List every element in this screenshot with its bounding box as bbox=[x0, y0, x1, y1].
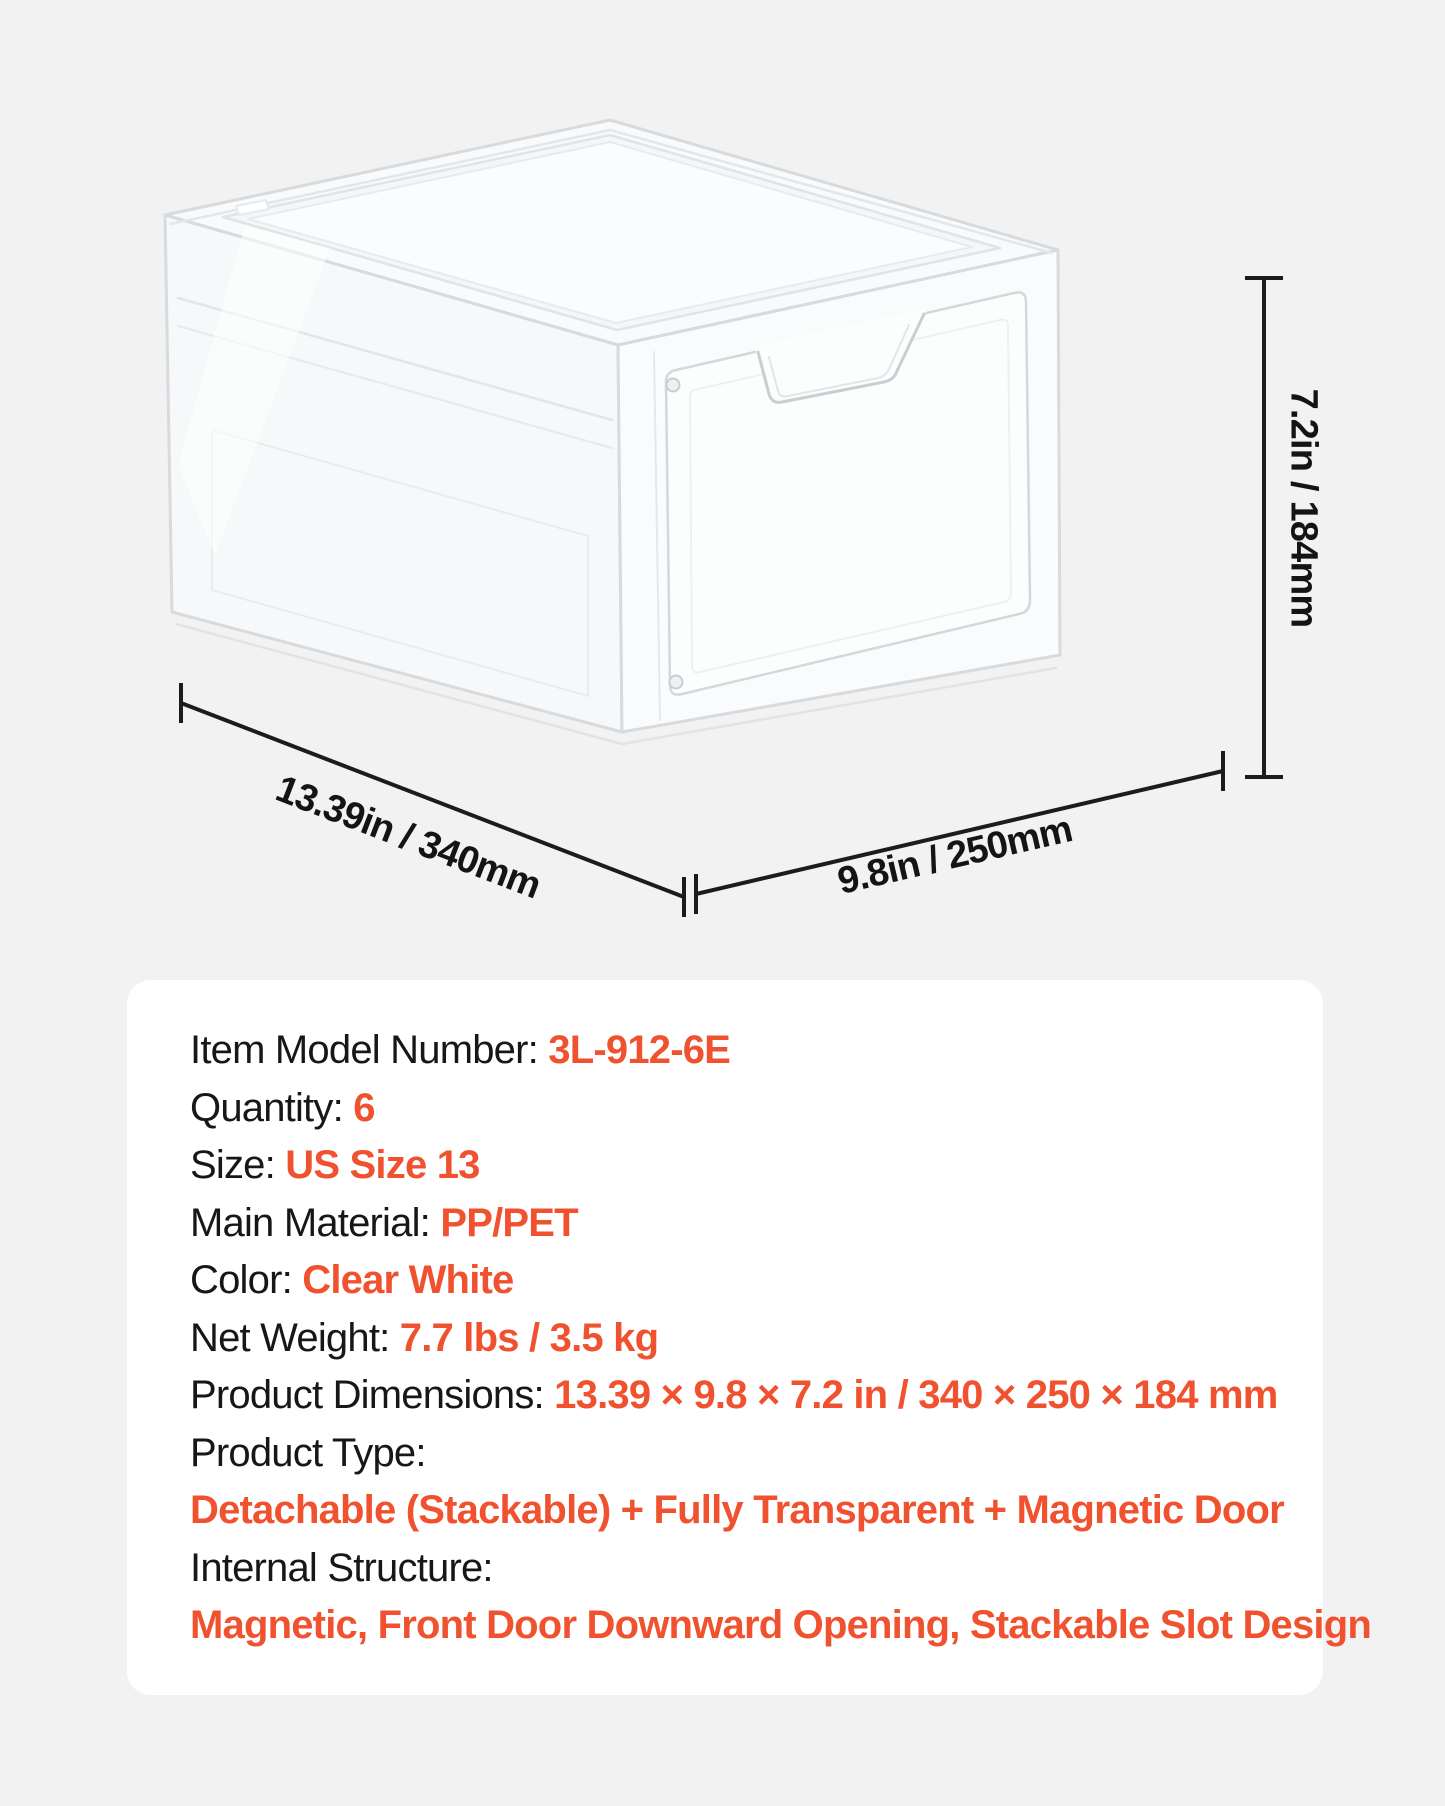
handle-notch-icon bbox=[758, 314, 924, 402]
box-top-face bbox=[165, 120, 1058, 345]
spec-label: Item Model Number: bbox=[190, 1028, 538, 1072]
spec-row-weight bbox=[190, 1310, 1283, 1368]
spec-row-model bbox=[190, 1022, 1283, 1080]
spec-row-size bbox=[190, 1137, 1283, 1195]
spec-label: Product Dimensions: bbox=[190, 1373, 544, 1417]
box-top-rim-line bbox=[170, 130, 1052, 253]
spec-row-material bbox=[190, 1195, 1283, 1253]
spec-label: Quantity: bbox=[190, 1085, 343, 1130]
spec-value: US Size 13 bbox=[285, 1143, 480, 1187]
spec-label: Net Weight: bbox=[190, 1315, 390, 1360]
spec-value: 13.39 × 9.8 × 7.2 in / 340 × 250 × 184 mm bbox=[554, 1373, 1278, 1417]
spec-label: Internal Structure: bbox=[190, 1545, 493, 1590]
spec-row-product-type-label bbox=[190, 1425, 1283, 1483]
spec-row-product-type-value bbox=[190, 1482, 1283, 1540]
left-face-seam-line-1 bbox=[178, 298, 612, 420]
spec-row-color bbox=[190, 1252, 1283, 1310]
spec-value: 3L-912-6E bbox=[548, 1028, 731, 1072]
spec-label: Color: bbox=[190, 1258, 292, 1302]
box-front-face bbox=[618, 250, 1060, 732]
depth-dimension-line bbox=[181, 683, 684, 917]
front-door-inner-line bbox=[690, 320, 1011, 673]
spec-value: 7.7 lbs / 3.5 kg bbox=[399, 1315, 659, 1360]
left-face-inner-panel bbox=[212, 430, 588, 696]
spec-value: Magnetic, Front Door Downward Opening, Stackable Slot Design bbox=[190, 1603, 1372, 1647]
spec-label: Product Type: bbox=[190, 1430, 426, 1475]
spec-value: Clear White bbox=[302, 1258, 514, 1302]
box-lid-recess-outer bbox=[223, 135, 1000, 330]
box-lid-recess-inner bbox=[248, 142, 972, 323]
width-dimension-label: 9.8in / 250mm bbox=[833, 808, 1076, 903]
spec-value: 6 bbox=[353, 1085, 375, 1130]
spec-label: Size: bbox=[190, 1143, 275, 1187]
spec-row-internal-structure-value bbox=[190, 1597, 1372, 1655]
box-lid-tab bbox=[236, 200, 269, 215]
spec-card bbox=[127, 980, 1372, 1695]
door-screw-top bbox=[667, 379, 680, 392]
box-left-face bbox=[165, 215, 622, 732]
spec-value: PP/PET bbox=[440, 1200, 578, 1245]
front-door-outline bbox=[666, 292, 1030, 694]
spec-value: Detachable (Stackable) + Fully Transparent + Magnetic Door bbox=[190, 1488, 1284, 1532]
handle-notch-inner-line bbox=[769, 325, 909, 396]
height-dimension-label: 7.2in / 184mm bbox=[1282, 388, 1325, 628]
spec-row-internal-structure-label bbox=[190, 1540, 1283, 1598]
height-dimension-line bbox=[1245, 278, 1283, 777]
spec-row-quantity bbox=[190, 1080, 1283, 1138]
storage-box-render bbox=[165, 120, 1060, 744]
box-base-rim bbox=[176, 624, 1056, 744]
handle-notch-fill bbox=[754, 308, 928, 402]
spec-label: Main Material: bbox=[190, 1200, 430, 1245]
left-face-reflection bbox=[178, 225, 330, 555]
door-hinge-line bbox=[654, 352, 660, 720]
depth-dimension-label: 13.39in / 340mm bbox=[270, 767, 547, 908]
door-screw-bottom bbox=[670, 676, 683, 689]
spec-row-dimensions bbox=[190, 1367, 1283, 1425]
left-face-seam-line-2 bbox=[178, 326, 612, 448]
